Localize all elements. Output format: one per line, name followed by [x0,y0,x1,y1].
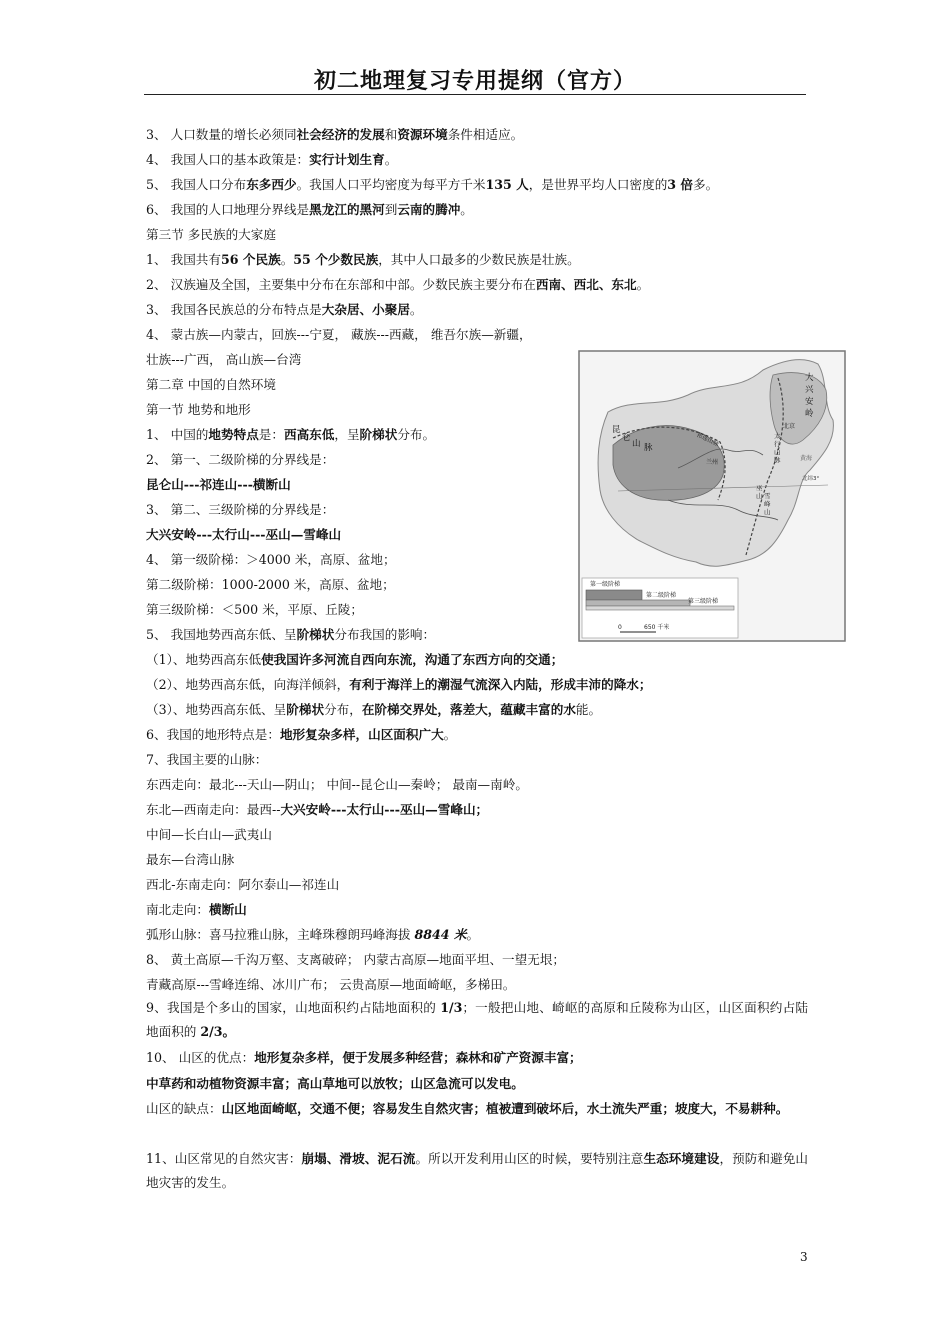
svg-text:兴: 兴 [805,385,814,395]
text-run: 实行计划生育 [309,152,385,167]
title-underline [144,94,806,95]
text-run: 5、 我国地势西高东低、呈 [146,627,297,642]
mountain-label-qilian: 祁连山脉 [695,431,720,448]
svg-text:岭: 岭 [805,409,814,419]
text-line [146,651,563,669]
svg-text:脉: 脉 [774,456,781,464]
svg-text:山: 山 [756,492,763,500]
text-line [146,476,291,494]
text-line [146,401,251,419]
text-line [146,826,272,844]
text-run: 。 [460,202,473,217]
text-run: 10、 山区的优点： [146,1050,255,1065]
legend-step1-block [586,590,642,600]
text-run: 山区地面崎岖，交通不便；容易发生自然灾害；植被遭到破坏后，水土流失严重；坡度大，不易耕种。 [221,1101,789,1116]
text-line [146,801,488,819]
svg-text:行: 行 [774,440,781,448]
svg-text:安: 安 [805,397,814,407]
text-paragraph [146,1147,808,1195]
text-run: 和 [384,127,398,142]
text-line [146,901,247,919]
text-run: 阶梯状 [359,427,398,442]
legend-step2-label: 第二级阶梯 [646,592,677,599]
text-run: 。我国人口平均密度为每平方千米 [296,177,486,192]
text-run: 1、 我国共有 [146,252,221,267]
text-line [146,526,341,544]
text-line [146,726,456,744]
text-run: 9、我国是个多山的国家，山地面积约占陆地面积的 [146,1000,441,1015]
text-run: 8、 黄土高原—千沟万壑、支离破碎； 内蒙古高原—地面平坦、一望无垠； [146,952,566,967]
svg-text:巫: 巫 [756,484,763,492]
text-run: 分布我国的影响： [334,627,436,642]
city-label-lanzhou: 兰州 [706,459,719,466]
text-run: 。 [280,252,294,267]
page-number: 3 [800,1250,808,1264]
text-run: 4、 第一级阶梯：＞4000 米，高原、盆地； [146,552,396,567]
text-run: 多。 [693,177,719,192]
text-run: 黑龙江的黑河 [309,202,385,217]
text-run: 分布， [324,702,362,717]
text-run: 能。 [575,702,602,717]
text-run: 2、 汉族遍及全国，主要集中分布在东部和中部。少数民族主要分布在 [146,277,536,292]
text-run: ，其中人口最多的少数民族是壮族。 [378,252,580,267]
svg-text:脉: 脉 [644,443,653,453]
text-line [146,776,528,794]
text-run: 56 个民族 [221,252,281,267]
text-run: 山区的缺点： [146,1101,222,1116]
mountain-label-xuefeng [764,491,771,516]
text-run: 中间—长白山—武夷山 [146,827,272,842]
text-line [146,251,580,269]
text-run: 东西走向：最北---天山—阴山； 中间--昆仑山—秦岭； 最南—南岭。 [146,777,528,792]
text-run: 6、我国的地形特点是： [146,727,280,742]
text-line [146,276,649,294]
text-run: （1）、地势西高东低 [146,652,262,667]
text-run: （3）、地势西高东低、呈 [146,702,287,717]
text-line [146,451,334,469]
text-run: 4、 我国人口的基本政策是： [146,152,310,167]
text-run: 东北—西南走向：最西-- [146,802,281,817]
text-line [146,326,532,344]
text-run: 分布。 [397,427,436,442]
text-run: 中草药和动植物资源丰富；高山草地可以放牧；山区急流可以发电。 [146,1076,524,1091]
text-run: 使我国许多河流自西向东流，沟通了东西方向的交通； [261,652,564,667]
text-line [146,851,234,869]
text-run: 地形复杂多样，便于发展多种经营；森林和矿产资源丰富； [254,1050,582,1065]
city-label-beijing: 北京 [783,423,796,430]
text-run: 1/3 [440,1000,463,1015]
text-run: 2、 第一、二级阶梯的分界线是： [146,452,335,467]
svg-text:昆: 昆 [612,425,621,435]
text-run: 云南的腾冲 [397,202,461,217]
legend-step3-label: 第三级阶梯 [688,598,719,605]
text-run: 5、 我国人口分布 [146,177,247,192]
text-paragraph [146,1097,808,1121]
text-paragraph [146,996,808,1044]
text-run: 大杂居、小聚居 [321,302,410,317]
page-title: 初二地理复习专用提纲（官方） [313,69,636,94]
legend-step3-block [586,606,734,610]
text-run: 第二级阶梯：1000-2000 米，高原、盆地； [146,577,395,592]
text-run: 1、 中国的 [146,427,209,442]
text-run: 。 [409,302,423,317]
text-run: 在阶梯交界处，落差大，蕴藏丰富的水 [361,702,576,717]
text-run: ，是世界平均人口密度的 [528,177,668,192]
text-line [146,201,473,219]
text-run: 6、 我国的人口地理分界线是 [146,202,310,217]
text-run: 55 个少数民族 [293,252,379,267]
text-line [146,926,479,944]
text-run: 壮族---广西， 高山族—台湾 [146,352,302,367]
text-run: 生态环境建设 [643,1151,720,1166]
text-paragraph [146,1046,808,1070]
scale-distance: 650 千米 [644,624,670,631]
text-line [146,426,435,444]
text-run: 8844 米 [414,927,467,942]
text-run: 3、 我国各民族总的分布特点是 [146,302,322,317]
text-line [146,626,435,644]
text-line [146,226,276,244]
svg-text:山: 山 [764,508,771,516]
text-run: 。 [384,152,398,167]
text-run: 。 [466,927,480,942]
text-run: 社会经济的发展 [296,127,385,142]
text-line [146,126,523,144]
text-run: 第三节 多民族的大家庭 [146,227,276,242]
text-run: 地势特点 [208,427,259,442]
legend-step1-label: 第一级阶梯 [590,581,621,588]
text-run: 横断山 [208,902,247,917]
text-run: （2）、地势西高东低，向海洋倾斜， [146,677,350,692]
text-run: 3、 第二、三级阶梯的分界线是： [146,502,335,517]
text-run: 资源环境 [397,127,448,142]
text-run: 第三级阶梯：＜500 米，平原、丘陵； [146,602,363,617]
text-line [146,576,395,594]
text-line [146,601,363,619]
text-run: 2/3。 [200,1024,236,1039]
text-run: 条件相适应。 [447,127,524,142]
svg-text:大: 大 [805,373,814,383]
text-run: 3 倍 [667,177,694,192]
text-run: 弧形山脉：喜马拉雅山脉，主峰珠穆朗玛峰海拔 [146,927,415,942]
text-run: 阶梯状 [296,627,335,642]
text-run: 昆仑山---祁连山---横断山 [146,477,291,492]
mountain-label-taihang [774,431,781,464]
text-run: 4、 蒙古族—内蒙古，回族---宁夏， 藏族---西藏， 维吾尔族—新疆， [146,327,532,342]
text-run: 是： [258,427,284,442]
text-run: 最东—台湾山脉 [146,852,235,867]
text-paragraph [146,1072,808,1096]
text-line [146,551,396,569]
china-terrain-map [578,350,846,642]
text-line [146,501,334,519]
text-line [146,876,339,894]
text-run: 地形复杂多样，山区面积广大 [279,727,444,742]
text-run: 青藏高原---雪峰连绵、冰川广布； 云贵高原—地面崎岖，多梯田。 [146,977,516,992]
text-run: 11、山区常见的自然灾害： [146,1151,302,1166]
text-line [146,176,718,194]
text-line [146,676,651,694]
text-run: 有利于海洋上的潮湿气流深入内陆，形成丰沛的降水； [349,677,652,692]
text-run: 3、 人口数量的增长必须同 [146,127,297,142]
text-run: 到 [384,202,398,217]
text-run: 南北走向： [146,902,209,917]
svg-text:仑: 仑 [622,433,631,443]
text-run: 西北-东南走向：阿尔泰山—祁连山 [146,877,340,892]
text-run: ，预防和避免山地灾害的发生。 [146,1151,809,1190]
text-line [146,351,301,369]
text-run: 135 人 [485,177,529,192]
svg-text:山: 山 [774,448,781,456]
text-run: 东多西少 [246,177,297,192]
text-run: 。 [443,727,457,742]
svg-text:太: 太 [774,432,781,440]
text-run: 。所以开发利用山区的时候，要特别注意 [415,1151,644,1166]
text-line [146,751,267,769]
sea-label-huanghai: 黄海 [800,455,813,462]
mountain-label-wu [756,484,763,500]
text-run: 西南、西北、东北 [535,277,637,292]
text-run: ；一般把山地、崎岖的高原和丘陵称为山区，山区面积约占陆地面积的 [146,1000,808,1039]
text-run: 7、我国主要的山脉： [146,752,268,767]
text-run: 第二章 中国的自然环境 [146,377,276,392]
scale-zero: 0 [618,624,622,631]
svg-text:山: 山 [632,439,641,449]
text-run: 。 [636,277,650,292]
text-line [146,951,565,969]
text-run: ，呈 [334,427,360,442]
text-line [146,976,515,994]
text-run: 大兴安岭---太行山---巫山—雪峰山 [146,527,342,542]
text-run: 大兴安岭---太行山---巫山—雪峰山； [280,802,489,817]
text-run: 崩塌、滑坡、泥石流 [301,1151,416,1166]
text-run: 第一节 地势和地形 [146,402,251,417]
text-line [146,701,601,719]
svg-text:雪: 雪 [764,492,771,500]
text-line [146,376,276,394]
text-run: 阶梯状 [286,702,325,717]
text-run: 西高东低 [283,427,335,442]
text-line [146,301,423,319]
latitude-label: 北纬3° [802,476,820,482]
legend-step2-block [586,600,690,606]
text-line [146,151,397,169]
svg-text:峰: 峰 [764,500,771,508]
